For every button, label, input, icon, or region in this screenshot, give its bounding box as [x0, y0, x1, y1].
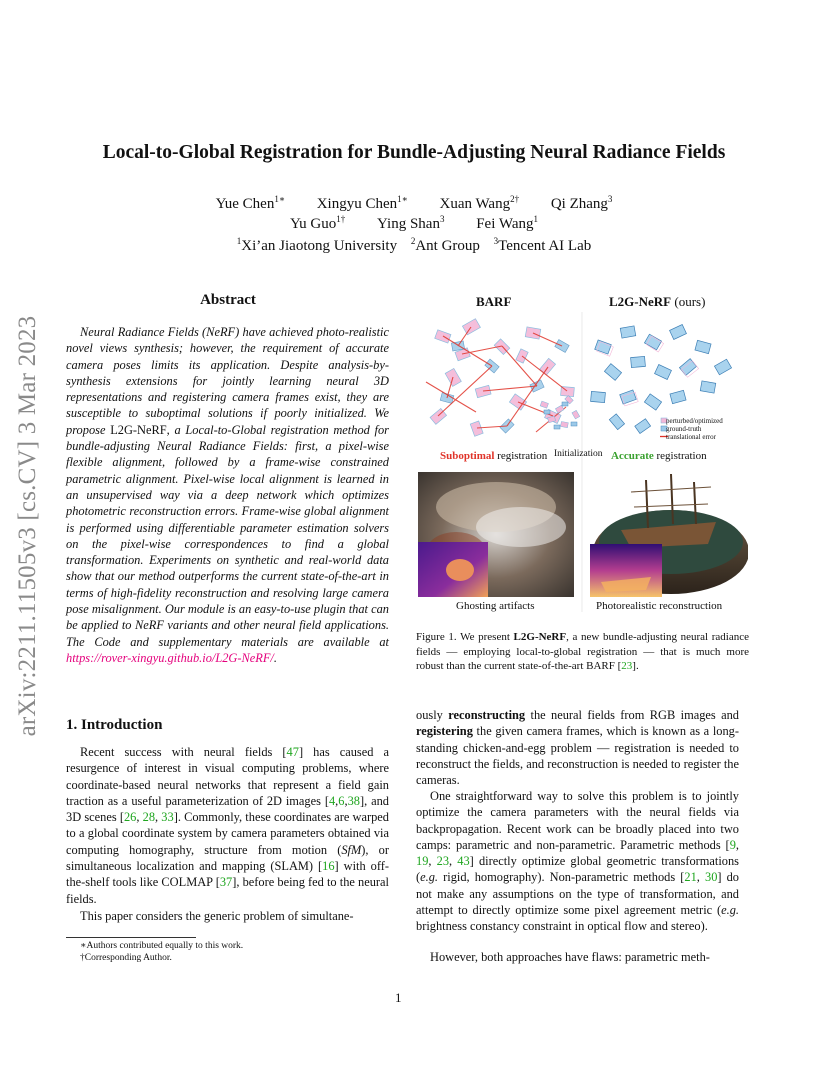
ghosting-label: Ghosting artifacts [456, 600, 535, 612]
author: Qi Zhang$^3$ [550, 194, 613, 212]
citation[interactable]: 30 [705, 870, 718, 885]
author: Yue Chen$^{1∗}$ [215, 194, 285, 212]
legend-ground-truth: ground-truth [666, 425, 702, 433]
authors-line-1 [60, 194, 768, 213]
barf-label: BARF [476, 294, 512, 309]
photorealistic-label: Photorealistic reconstruction [596, 600, 723, 612]
affiliation: $^3$Tencent AI Lab [493, 236, 592, 254]
abstract-body: Neural Radiance Fields (NeRF) have achieved photo-realistic novel views synthesis; however, the requirement of accurate camera poses limits its application. Despite analysis-by-synthesis extensions for jointly learning neural 3D representations and registering camera frames exist, they are susceptible to suboptimal solutions if poorly initialized. We propose L2G-NeRF, a Local-to-Global registration method for bundle-adjusting Neural Radiance Fields: first, a pixel-wise flexible alignment, followed by a frame-wise constrained parametric alignment. Pixel-wise local alignment is learned in an unsupervised way via a deep network which optimizes photometric reconstruction errors. Frame-wise global alignment is performed using differentiable parameter estimation solvers on the pixel-wise correspondences to find a global transformation. Experiments on synthetic and real-world data show that our method outperforms the current state-of-the-art in terms of high-fidelity reconstruction and resolving large camera pose misalignment. Our module is an easy-to-use plugin that can be applied to NeRF variants and other neural field applications. The Code and supplementary materials are available at https://rover-xingyu.github.io/L2G-NeRF/. [66, 325, 390, 665]
ours-label: L2G-NeRF (ours) [609, 294, 706, 309]
accurate-label: Accurate registration [611, 450, 707, 462]
citation[interactable]: 19 [416, 854, 429, 869]
figure-1 [416, 292, 748, 622]
citation[interactable]: 43 [457, 854, 470, 869]
citation[interactable]: 28 [142, 810, 156, 825]
intro-paragraph-2: This paper considers the generic problem of simultane- [80, 909, 354, 923]
citation[interactable]: 26 [123, 810, 137, 825]
citation[interactable]: 9 [729, 837, 736, 852]
intro-paragraph-1: Recent success with neural fields [47] has caused a resurgence of interest in visual computing problems, where coordinate-based neural networks that represent a field gain traction as a useful parameterization of 2D images [4,6,38], and 3D scenes [26, 28, 33]. Commonly, these coordinates are warped to a global coordinate system by camera parameters obtained via computing homography, structure from motion (SfM), or simultaneous localization and mapping (SLAM) [16] with off-the-shelf tools like COLMAP [37], before being fed to the neural fields. [66, 745, 389, 906]
authors-line-2 [60, 214, 768, 233]
figure-1-caption: Figure 1. We present L2G-NeRF, a new bundle-adjusting neural radiance fields — employing local-to-global registration — that is much more robust than the current state-of-the-art BARF [23]. [416, 631, 749, 672]
project-link[interactable]: https://rover-xingyu.github.io/L2G-NeRF/ [66, 650, 274, 665]
page-number: 1 [395, 990, 402, 1005]
citation[interactable]: 37 [219, 875, 233, 890]
intro-heading: 1. Introduction [66, 717, 163, 733]
arxiv-id: arXiv:2211.11505v3 [cs.CV] 3 Mar 2023 [14, 315, 41, 737]
abstract-heading: Abstract [200, 292, 256, 308]
affiliation: $^1$Xi’an Jiaotong University [236, 236, 398, 254]
citation[interactable]: 38 [347, 793, 360, 808]
author: Xingyu Chen$^{1∗}$ [316, 194, 408, 212]
citation[interactable]: 23 [436, 854, 450, 869]
footnote-equal-contribution: ∗Authors contributed equally to this work. [80, 941, 244, 951]
affiliation: $^2$Ant Group [410, 236, 480, 254]
citation[interactable]: 4 [328, 793, 336, 808]
right-paragraph-3: However, both approaches have flaws: parametric meth- [430, 950, 710, 964]
author: Yu Guo$^{1\dagger}$ [290, 214, 346, 232]
legend-perturbed: perturbed/optimized [666, 417, 723, 425]
right-paragraph-1: ously reconstructing the neural fields from RGB images and registering the given camera frames, which is known as a long-standing chicken-and-egg problem — registration is needed to reconstruct the fields, and reconstruction is needed to register the cameras. [416, 708, 740, 788]
arxiv-watermark [8, 290, 48, 770]
citation[interactable]: 33 [161, 810, 174, 825]
initialization-label: Initialization [554, 449, 603, 459]
citation[interactable]: 6 [338, 793, 345, 808]
citation[interactable]: 23 [621, 660, 633, 672]
affiliations [60, 236, 768, 255]
photorealistic-render [588, 472, 748, 597]
author: Xuan Wang$^{2\dagger}$ [439, 194, 520, 212]
citation[interactable]: 16 [322, 859, 335, 874]
author: Fei Wang$^1$ [476, 214, 538, 232]
right-paragraph-2: One straightforward way to solve this problem is to jointly optimize the camera parameters with the neural fields via backpropagation. Recent work can be broadly placed into two camps: parametric and non-parametric. Parametric methods [9, 19, 23, 43] directly optimize global geometric transformations (e.g. rigid, homography). Non-parametric methods [21, 30] do not make any assumptions on the type of transformation, and attempt to directly optimize some pixel agreement metric (e.g. brightness constancy constraint in optical flow and stereo). [416, 789, 740, 934]
paper-title: Local-to-Global Registration for Bundle-Adjusting Neural Radiance Fields [102, 142, 726, 163]
legend-translational-error: translational error [666, 433, 716, 441]
figure-graphics [416, 312, 748, 612]
footnote-rule [66, 937, 196, 938]
ghosting-render [418, 472, 574, 597]
citation[interactable]: 47 [286, 745, 299, 759]
suboptimal-label: Suboptimal registration [440, 450, 548, 462]
footnote-corresponding: †Corresponding Author. [80, 953, 172, 963]
citation[interactable]: 21 [684, 870, 697, 885]
method-name: L2G-NeRF [110, 422, 167, 437]
author: Ying Shan$^3$ [377, 214, 445, 232]
